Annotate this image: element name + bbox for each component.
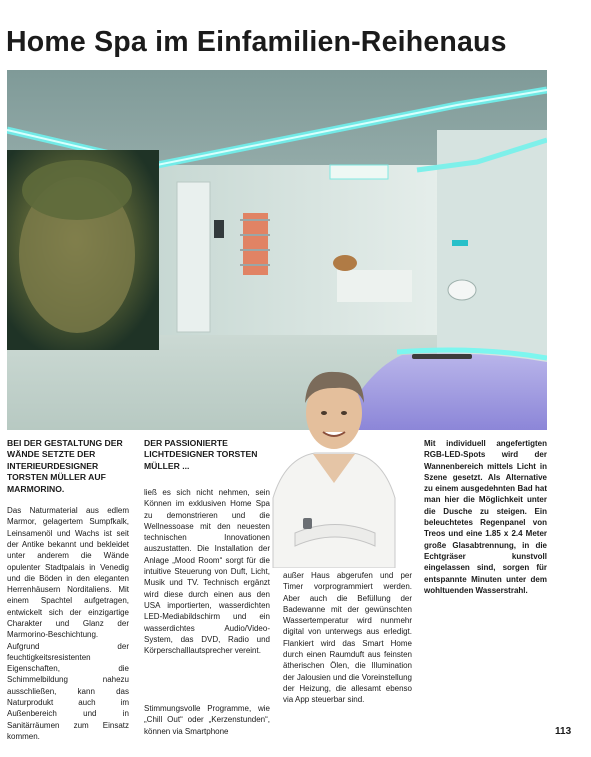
column-3-body: außer Haus abgerufen und per Timer vorprogrammiert werden. Aber auch die Befüllung der Badewanne mit der gewünschten Wassertemperatur wird nunmehr digital von unterwegs aus erledigt. Flankiert wird das Smart Home durch einen Raumduft aus feinsten ätherischen Ölen, die Illumination der Jalousien und die Voreinstellung der Heizung, die allesamt ebenso via App steuerbar sind.: [283, 571, 412, 705]
column-2-lead: DER PASSIONIERTE LICHTDESIGNER TORSTEN MÜLLER ...: [144, 438, 258, 471]
column-1-body: Das Naturmaterial aus edlem Marmor, gelagertem Sumpfkalk, Leinsamenöl und Wachs ist seit der Antike bekannt und bekleidet unter anderem die Wände opulenter Stadtpalais in Venedig und die Böden in den eleganten Herrenhäusern Norditaliens. Mit einem Spachtel aufgetragen, entwickelt sich der einzigartige Charakter und Glanz der Marmorino-Beschichtung. Aufgrund der feuchtigkeitsresistenten Eigenschaften, die Schimmelbildung nahezu ausschließen, kann das Naturprodukt auch im Außenbereich und in Sanitärräumen zum Einsatz kommen.: [7, 506, 129, 741]
column-2-body-block: [144, 487, 270, 656]
page-number: 113: [555, 726, 572, 737]
column-2-tail-block: [144, 703, 270, 737]
column-2-body-1: ließ es sich nicht nehmen, sein Können im exklusiven Home Spa zu demonstrieren und die Wellnessoase mit den neuesten technischen Innovationen auszustatten. Die Installation der Anlage „Mood Room“ sorgt für die intuitive Steuerung von Duft, Licht, Musik und TV. Technisch ergänzt wird diese durch einen aus den USA importierten, wasserdichten LED-Mediabildschirm und ein wasserdichtes Audio/Video-System, das DVD, Radio und Körperschalllautsprecher vereint.: [144, 488, 270, 656]
column-1-lead: BEI DER GESTALTUNG DER WÄNDE SETZTE DER INTERIEURDESIGNER TORSTEN MÜLLER AUF MARMORINO.: [7, 438, 123, 494]
column-4-body: Mit individuell angefertigten RGB-LED-Spots wird der Wannenbereich mittels Licht in Szene gesetzt. Als Alternative zu einem ausgedehnten Bad hat man hier die Möglichkeit unter die Dusche zu steigen. Ein beleuchtetes Regenpanel von Treos und eine 1.85 x 2.4 Meter große Glasabtrennung, in die Echtgräser kunstvoll eingelassen sind, sorgen für entspannte Minuten unter dem wohltuenden Wasserstrahl.: [424, 439, 547, 595]
column-4: [424, 438, 547, 596]
column-2-lead-block: [144, 438, 270, 472]
column-3: [283, 570, 412, 706]
column-1: [7, 438, 129, 742]
column-2-body-2: Stimmungsvolle Programme, wie „Chill Out“ oder „Kerzenstunden“, können via Smartphone: [144, 704, 270, 736]
portrait-photo: [255, 358, 413, 568]
page-title: Home Spa im Einfamilien-Reihenaus: [6, 26, 507, 58]
